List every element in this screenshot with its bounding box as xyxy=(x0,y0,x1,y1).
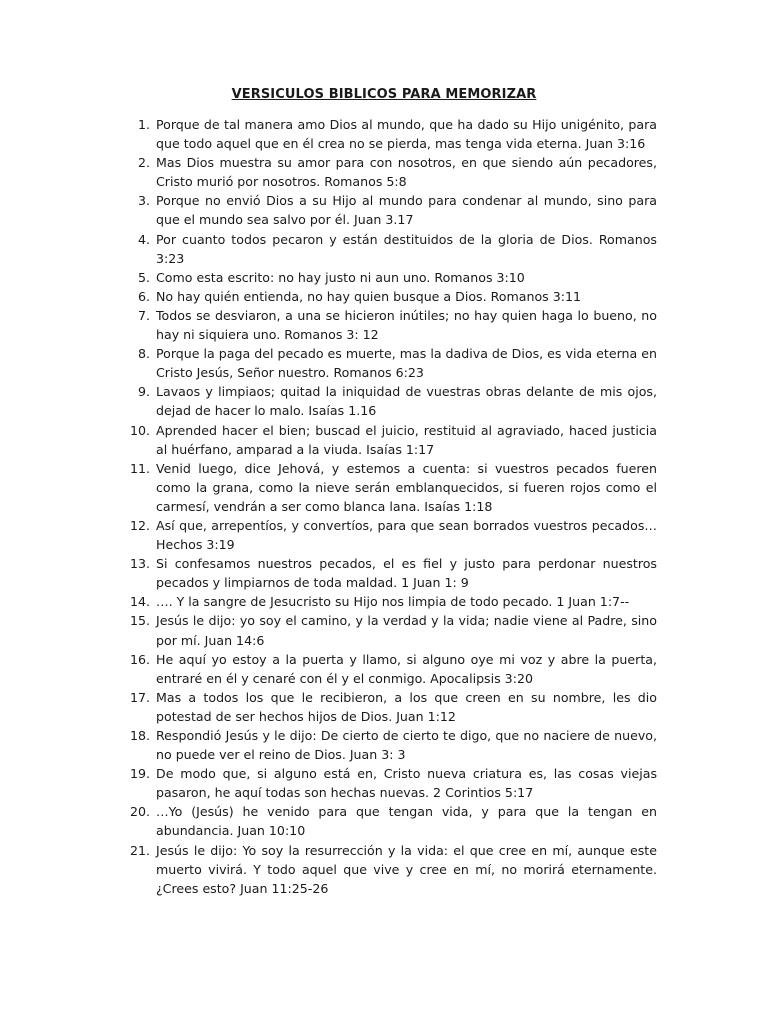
verse-text: Respondió Jesús y le dijo: De cierto de cierto te digo, que no naciere de nuevo, no puede ver el reino de Dios. Juan 3: 3 xyxy=(156,728,657,763)
verse-text: Así que, arrepentíos, y convertíos, para que sean borrados vuestros pecados… Hechos 3:19 xyxy=(156,517,657,553)
verse-number: 21. xyxy=(129,842,150,858)
verse-number: 16. xyxy=(129,651,150,667)
verse-item xyxy=(120,115,657,153)
verse-text: Jesús le dijo: yo soy el camino, y la verdad y la vida; nadie viene al Padre, sino por mí. Juan 14:6 xyxy=(156,613,657,648)
verse-item xyxy=(120,650,657,688)
verse-item xyxy=(120,592,657,611)
verse-item xyxy=(120,306,657,344)
verse-list xyxy=(120,115,657,898)
document-title: VERSICULOS BIBLICOS PARA MEMORIZAR xyxy=(231,87,537,102)
verse-text: Porque no envió Dios a su Hijo al mundo para condenar al mundo, sino para que el mundo sea salvo por él. Juan 3.17 xyxy=(156,193,657,228)
verse-text: Por cuanto todos pecaron y están destituidos de la gloria de Dios. Romanos 3:23 xyxy=(156,231,657,266)
verse-number: 11. xyxy=(129,460,150,476)
verse-number: 20. xyxy=(129,804,150,820)
verse-item xyxy=(120,230,657,268)
verse-text: Todos se desviaron, a una se hicieron inútiles; no hay quien haga lo bueno, no hay ni siquiera uno. Romanos 3: 12 xyxy=(156,307,657,343)
verse-item xyxy=(120,841,657,898)
verse-text: Porque de tal manera amo Dios al mundo, que ha dado su Hijo unigénito, para que todo aquel que en él crea no se pierda, mas tenga vida eterna. Juan 3:16 xyxy=(156,117,657,152)
verse-text: Porque la paga del pecado es muerte, mas la dadiva de Dios, es vida eterna en Cristo Jesús, Señor nuestro. Romanos 6:23 xyxy=(156,346,657,381)
verse-item xyxy=(120,726,657,764)
verse-number: 17. xyxy=(129,689,150,705)
verse-item xyxy=(120,191,657,229)
verse-item xyxy=(120,268,657,287)
verse-text: No hay quién entienda, no hay quien busque a Dios. Romanos 3:11 xyxy=(156,288,582,304)
verse-item xyxy=(120,382,657,420)
verse-number: 4. xyxy=(137,231,150,247)
verse-item xyxy=(120,153,657,191)
verse-number: 3. xyxy=(137,193,150,209)
verse-text: Mas a todos los que le recibieron, a los que creen en su nombre, les dio potestad de ser hechos hijos de Dios. Juan 1:12 xyxy=(156,689,657,724)
verse-item xyxy=(120,688,657,726)
verse-number: 7. xyxy=(137,307,150,323)
verse-number: 2. xyxy=(137,155,150,171)
verse-item xyxy=(120,287,657,306)
verse-text: Mas Dios muestra su amor para con nosotros, en que siendo aún pecadores, Cristo murió por nosotros. Romanos 5:8 xyxy=(156,155,657,190)
verse-text: He aquí yo estoy a la puerta y llamo, si alguno oye mi voz y abre la puerta, entraré en él y cenaré con él y el conmigo. Apocalipsis 3:20 xyxy=(156,651,657,686)
verse-text: …. Y la sangre de Jesucristo su Hijo nos limpia de todo pecado. 1 Juan 1:7-- xyxy=(156,594,630,610)
verse-item xyxy=(120,344,657,382)
verse-text: Aprended hacer el bien; buscad el juicio, restituid al agraviado, haced justicia al huérfano, amparad a la viuda. Isaías 1:17 xyxy=(156,422,657,457)
verse-item xyxy=(120,421,657,459)
verse-number: 5. xyxy=(137,269,150,285)
verse-item xyxy=(120,764,657,802)
verse-number: 19. xyxy=(129,766,150,782)
verse-number: 14. xyxy=(129,594,150,610)
verse-number: 1. xyxy=(137,117,150,132)
verse-text: De modo que, si alguno está en, Cristo nueva criatura es, las cosas viejas pasaron, he aquí todas son hechas nuevas. 2 Corintios 5:17 xyxy=(156,766,657,801)
verse-text: Si confesamos nuestros pecados, el es fiel y justo para perdonar nuestros pecados y limpiarnos de toda maldad. 1 Juan 1: 9 xyxy=(156,556,657,591)
verse-text: Lavaos y limpiaos; quitad la iniquidad de vuestras obras delante de mis ojos, dejad de hacer lo malo. Isaías 1.16 xyxy=(156,384,657,419)
verse-item xyxy=(120,611,657,649)
verse-item xyxy=(120,554,657,592)
verse-number: 6. xyxy=(137,288,150,304)
verse-item xyxy=(120,802,657,840)
verse-item xyxy=(120,459,657,516)
verse-item xyxy=(120,516,657,554)
verse-number: 8. xyxy=(137,346,150,362)
verse-number: 10. xyxy=(129,422,150,438)
verse-text: …Yo (Jesús) he venido para que tengan vida, y para que la tengan en abundancia. Juan 10:10 xyxy=(156,804,657,839)
verse-number: 18. xyxy=(129,728,150,743)
verse-number: 12. xyxy=(129,517,150,533)
verse-text: Como esta escrito: no hay justo ni aun uno. Romanos 3:10 xyxy=(156,269,525,285)
verse-number: 15. xyxy=(129,613,150,629)
verse-number: 9. xyxy=(137,384,150,400)
verse-text: Jesús le dijo: Yo soy la resurrección y la vida: el que cree en mí, aunque este muerto vivirá. Y todo aquel que vive y cree en mí, no morirá eternamente. ¿Crees esto? Juan 11:25-26 xyxy=(156,842,657,896)
verse-text: Venid luego, dice Jehová, y estemos a cuenta: si vuestros pecados fueren como la grana, como la nieve serán emblanquecidos, si fueren rojos como el carmesí, vendrán a ser como blanca lana. Isaías 1:18 xyxy=(156,460,657,514)
verse-number: 13. xyxy=(129,556,150,572)
